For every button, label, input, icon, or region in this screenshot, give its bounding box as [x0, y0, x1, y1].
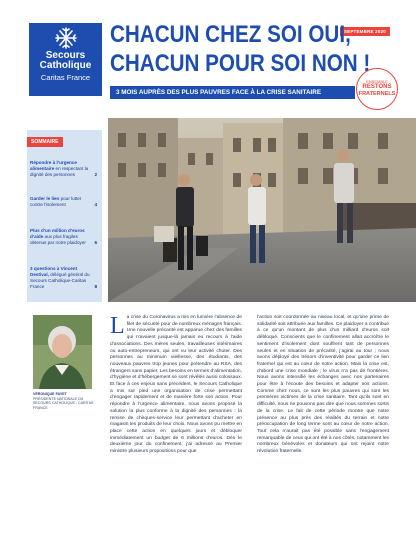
- toc-item-title: Garder le lien: [30, 196, 60, 201]
- caritas-cross-icon: [53, 26, 79, 50]
- subtitle-banner: 3 MOIS AUPRÈS DES PLUS PAUVRES FACE À LA CRISE SANITAIRE: [110, 86, 355, 99]
- toc-item[interactable]: [30, 160, 99, 178]
- caption-name: VÉRONIQUE FAYET: [33, 392, 67, 396]
- toc-item[interactable]: [30, 266, 99, 290]
- president-portrait: [33, 315, 92, 389]
- toc-item-desc: aux plus fragiles obtenus par notre plaidoyer: [30, 234, 86, 245]
- logo-line-caritas: Caritas France: [40, 73, 91, 82]
- caption-role: PRÉSIDENTE NATIONALE DU SECOURS CATHOLIQUE - CARITAS FRANCE: [33, 396, 94, 410]
- headline-line-2: CHACUN POUR SOI NON !: [110, 50, 371, 77]
- article-column-1: [110, 315, 242, 456]
- article-column-1-text: a crise du Coronavirus a mis en lumière l’absence de filet de sécurité pour de nombreux ménages français. Une nouvelle précarité est apparue chez des familles qui n’avaient jusque-là jamais eu recours à l’aide d’associations. Des mères seules, travailleuses intérimaires ou auto-entrepreneurs, qui ont vu leur activité chuter. Des personnes au minimum vieillesse, des étudiants, des nouveaux pauvres trop jeunes pour prétendre au RSA, des étrangers sans papier. Les besoins en termes d’alimentation, d’hygiène et d’hébergement se sont révélés aussi colossaux. Et face à ces enjeux sans précédent, le Secours Catholique a mis sur pied une organisation de crise permettant d’engager rapidement et de manière forte son action. Pour répondre à l’urgence alimentaire, nous avons proposé la solution la plus conforme à la dignité des personnes : la remise de chèques-service leur permettant d’acheter en magasin les produits de leur choix. Nous avons pu mettre en place cette action en quelques jours et débloquer immédiatement un budget de 6 millions d’euros. Dès le deuxième jour du confinement, j’ai adressé au Premier ministre plusieurs propositions pour que: [110, 315, 242, 455]
- toc-item-page: 8: [94, 284, 97, 289]
- toc-item-desc: délégué général du Secours Catholique-Caritas France: [30, 272, 90, 289]
- table-of-contents: [27, 130, 102, 302]
- toc-item-page: 2: [94, 172, 97, 177]
- toc-item-desc: en respectant la dignité des personnes: [30, 166, 89, 177]
- logo-line-secours: Secours: [45, 50, 86, 61]
- sommaire-label: SOMMAIRE: [27, 137, 63, 147]
- article-column-2: l’action soit coordonnée au niveau local, et qu’une prime de solidarité soit attribuée aux familles. Ce plaidoyer a contribué à ce qu’un montant de plus d’un milliard d’euros soit débloqué. Conscients que le confinement allait accroître le sentiment d’isolement dont souffrent tant de personnes seules et en situation de précarité, j’agirai au tour ; nous avons déployé des trésors d’inventivité pour garder ce lien fraternel qui est au cœur de notre action. Mais la crise est, d’abord une crise mondiale ; le virus n’a pas de frontières. Nous avons intensifié les échanges avec nos partenaires pour être à l’écoute des besoins et adapter nos actions. Comme chez nous, ce sont les plus pauvres qui sont les premières victimes de la crise sanitaire. Tant qu’ils sont en difficulté, nous ne pouvons pas dire que nous sommes sortis de la crise. Le fait de cette période montre que notre présence au plus près des réalités du terrain et notre préoccupation de long terme sont au cœur de notre action. Tout cela n’aurait pas été possible sans l’engagement remarquable de ceux qui ont été à nos côtés, notamment les nombreux bénévoles et donateurs qui ont rejoint notre révolution fraternelle.: [257, 315, 389, 455]
- toc-item[interactable]: [30, 196, 99, 208]
- portrait-caption: [33, 392, 98, 410]
- toc-item[interactable]: [30, 228, 99, 246]
- stamp-line-1: RESTONS: [362, 84, 392, 90]
- toc-item-title: Plus d’un million d’euros d’aide: [30, 228, 85, 239]
- headline-line-1: CHACUN CHEZ SOI OUI,: [110, 21, 351, 48]
- article-dropcap: L: [110, 313, 125, 339]
- toc-item-page: 6: [94, 240, 97, 245]
- toc-item-page: 4: [94, 202, 97, 207]
- toc-item-title: 3 questions à Vincent Destival,: [30, 266, 78, 277]
- fraternity-stamp-logo: [356, 68, 398, 110]
- logo-line-catholique: Catholique: [39, 60, 92, 71]
- stamp-line-2: FRATERNELS: [358, 91, 396, 97]
- issue-date-badge: SEPTEMBRE 2020: [340, 27, 390, 36]
- toc-item-title: Répondre à l’urgence alimentaire: [30, 160, 77, 171]
- stamp-top-text: ENSEMBLE: [366, 79, 388, 84]
- toc-item-desc: pour lutter contre l’isolement: [30, 196, 82, 207]
- street-volunteers-photo: [108, 118, 416, 302]
- secours-catholique-logo: [29, 23, 102, 96]
